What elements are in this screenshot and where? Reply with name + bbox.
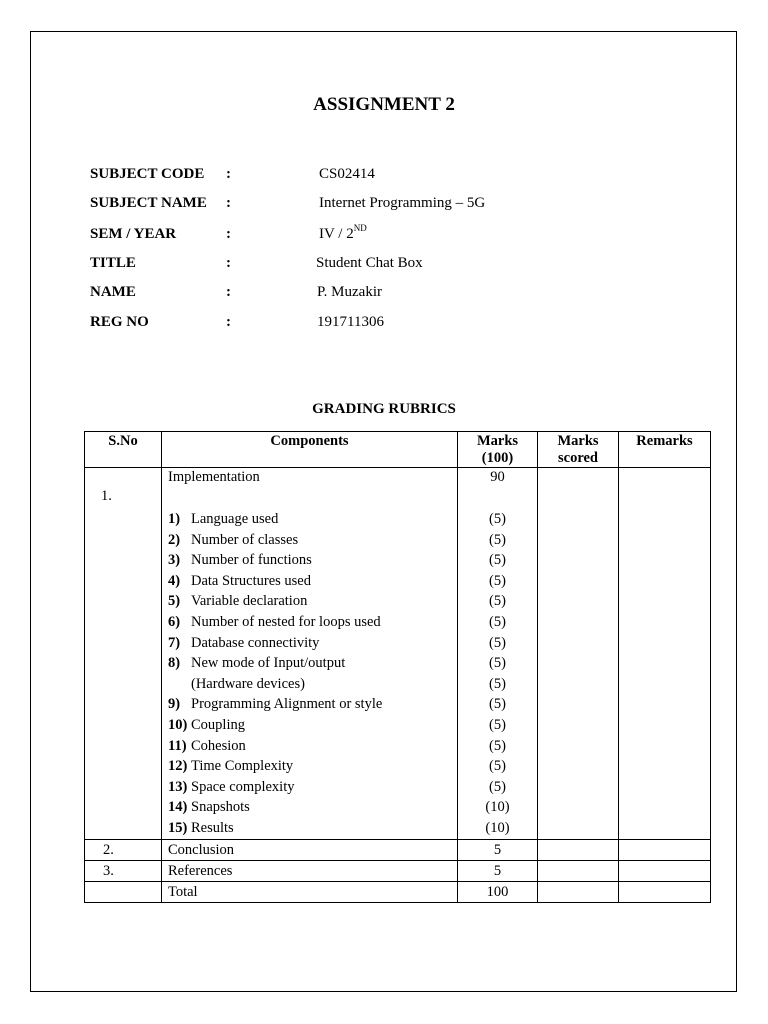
item-label: Number of functions <box>191 552 312 569</box>
item-label: Space complexity <box>191 778 295 795</box>
remarks-cell <box>619 860 711 881</box>
header-marks-scored <box>538 432 619 468</box>
implementation-marks: 90 <box>490 469 505 485</box>
components-cell: References <box>162 860 458 881</box>
sem-year-suffix: ND <box>353 223 367 233</box>
info-label-sem-year: SEM / YEAR <box>90 226 177 242</box>
item-label: Snapshots <box>191 799 250 816</box>
item-marks: (10) <box>485 799 510 816</box>
info-label-subject-code: SUBJECT CODE <box>90 166 205 182</box>
item-label: Number of classes <box>191 531 299 548</box>
list-item <box>168 694 457 715</box>
item-marks: (5) <box>489 572 506 589</box>
list-item <box>168 818 457 839</box>
list-item <box>168 715 457 736</box>
marks-scored-cell <box>538 860 619 881</box>
item-marks: (5) <box>489 593 506 610</box>
item-label: Database connectivity <box>191 634 320 651</box>
list-item <box>168 653 457 674</box>
grading-rubric-table <box>84 431 711 903</box>
item-number: 4) <box>168 572 181 589</box>
item-label: Time Complexity <box>191 758 294 775</box>
item-number: 11) <box>168 737 187 754</box>
table-header-row <box>85 432 711 468</box>
item-label: Number of nested for loops used <box>191 613 381 630</box>
item-number: 15) <box>168 819 188 836</box>
header-remarks: Remarks <box>619 432 711 468</box>
info-value-subject-name: Internet Programming – 5G <box>319 195 486 211</box>
sno-cell: 3. <box>85 860 162 881</box>
components-cell: Total <box>162 881 458 902</box>
marks-scored-cell <box>538 839 619 860</box>
info-label-title: TITLE <box>90 255 136 271</box>
item-number: 7) <box>168 634 181 651</box>
list-item <box>168 591 457 612</box>
table-row <box>85 839 711 860</box>
item-label: Data Structures used <box>191 572 311 589</box>
list-item <box>168 612 457 633</box>
item-marks: (5) <box>489 531 506 548</box>
info-colon: : <box>226 284 231 300</box>
components-cell: Conclusion <box>162 839 458 860</box>
sno-cell <box>85 468 162 840</box>
marks-cell: 100 <box>458 881 538 902</box>
info-colon: : <box>226 314 231 330</box>
header-marks <box>458 432 538 468</box>
item-number: 2) <box>168 531 181 548</box>
item-marks: (5) <box>489 737 506 754</box>
info-colon: : <box>226 195 231 211</box>
remarks-cell <box>619 839 711 860</box>
header-scored-line1: Marks <box>557 433 599 449</box>
info-value-name: P. Muzakir <box>317 284 382 300</box>
list-item <box>168 797 457 818</box>
info-label-reg-no: REG NO <box>90 314 149 330</box>
list-item <box>168 509 457 530</box>
item-marks: (5) <box>489 613 506 630</box>
item-number: 6) <box>168 613 181 630</box>
item-number: 8) <box>168 655 181 672</box>
item-marks: (5) <box>489 675 506 692</box>
marks-scored-cell <box>538 881 619 902</box>
info-value-reg-no: 191711306 <box>317 314 384 330</box>
table-row-total <box>85 881 711 902</box>
sno-cell <box>85 881 162 902</box>
item-number: 13) <box>168 778 188 795</box>
info-label-subject-name: SUBJECT NAME <box>90 195 207 211</box>
info-value-subject-code: CS02414 <box>319 166 375 182</box>
implementation-item-marks <box>458 509 537 839</box>
table-row <box>85 860 711 881</box>
item-marks: (5) <box>489 758 506 775</box>
item-number: 12) <box>168 758 188 775</box>
item-number: 5) <box>168 593 181 610</box>
list-item <box>168 736 457 757</box>
item-marks: (10) <box>485 819 510 836</box>
header-components: Components <box>162 432 458 468</box>
implementation-label: Implementation <box>168 469 260 485</box>
info-colon: : <box>226 166 231 182</box>
remarks-cell <box>619 468 711 840</box>
info-colon: : <box>226 255 231 271</box>
marks-cell: 5 <box>458 860 538 881</box>
info-value-title: Student Chat Box <box>316 255 423 271</box>
item-label: (Hardware devices) <box>191 675 305 692</box>
list-item <box>168 633 457 654</box>
marks-cell: 5 <box>458 839 538 860</box>
rubric-heading: GRADING RUBRICS <box>312 401 456 417</box>
info-value-sem-year <box>319 224 367 243</box>
header-marks-line1: Marks <box>476 433 519 449</box>
implementation-items <box>168 509 457 839</box>
sno-cell: 2. <box>85 839 162 860</box>
item-number: 1) <box>168 511 181 527</box>
info-colon: : <box>226 226 231 242</box>
item-label: Variable declaration <box>191 593 308 610</box>
list-item <box>168 674 457 695</box>
item-label: Programming Alignment or style <box>191 696 383 713</box>
item-marks: (5) <box>489 634 506 651</box>
item-marks: (5) <box>489 552 506 569</box>
item-marks: (5) <box>489 716 506 733</box>
components-cell <box>162 468 458 840</box>
marks-cell <box>458 468 538 840</box>
header-scored-line2: scored <box>557 450 598 466</box>
table-row-implementation <box>85 468 711 840</box>
item-number: 3) <box>168 552 181 569</box>
list-item <box>168 530 457 551</box>
item-marks: (5) <box>489 696 506 713</box>
item-marks: (5) <box>489 778 506 795</box>
header-marks-line2: (100) <box>481 450 514 466</box>
item-number: 10) <box>168 716 188 733</box>
list-item <box>168 550 457 571</box>
document-title: ASSIGNMENT 2 <box>313 94 455 115</box>
item-label: Coupling <box>191 716 245 733</box>
item-number: 14) <box>168 799 188 816</box>
item-label: Results <box>191 819 234 836</box>
sno-value: 1. <box>101 488 112 504</box>
item-label: Language used <box>191 511 279 527</box>
sem-year-text: IV / 2 <box>319 226 354 242</box>
info-label-name: NAME <box>90 284 136 300</box>
list-item <box>168 777 457 798</box>
marks-scored-cell <box>538 468 619 840</box>
list-item <box>168 756 457 777</box>
item-number: 9) <box>168 696 181 713</box>
item-label: Cohesion <box>191 737 246 754</box>
item-marks: (5) <box>489 511 506 527</box>
item-marks: (5) <box>489 655 506 672</box>
header-sno: S.No <box>85 432 162 468</box>
item-label: New mode of Input/output <box>191 655 346 672</box>
remarks-cell <box>619 881 711 902</box>
list-item <box>168 571 457 592</box>
